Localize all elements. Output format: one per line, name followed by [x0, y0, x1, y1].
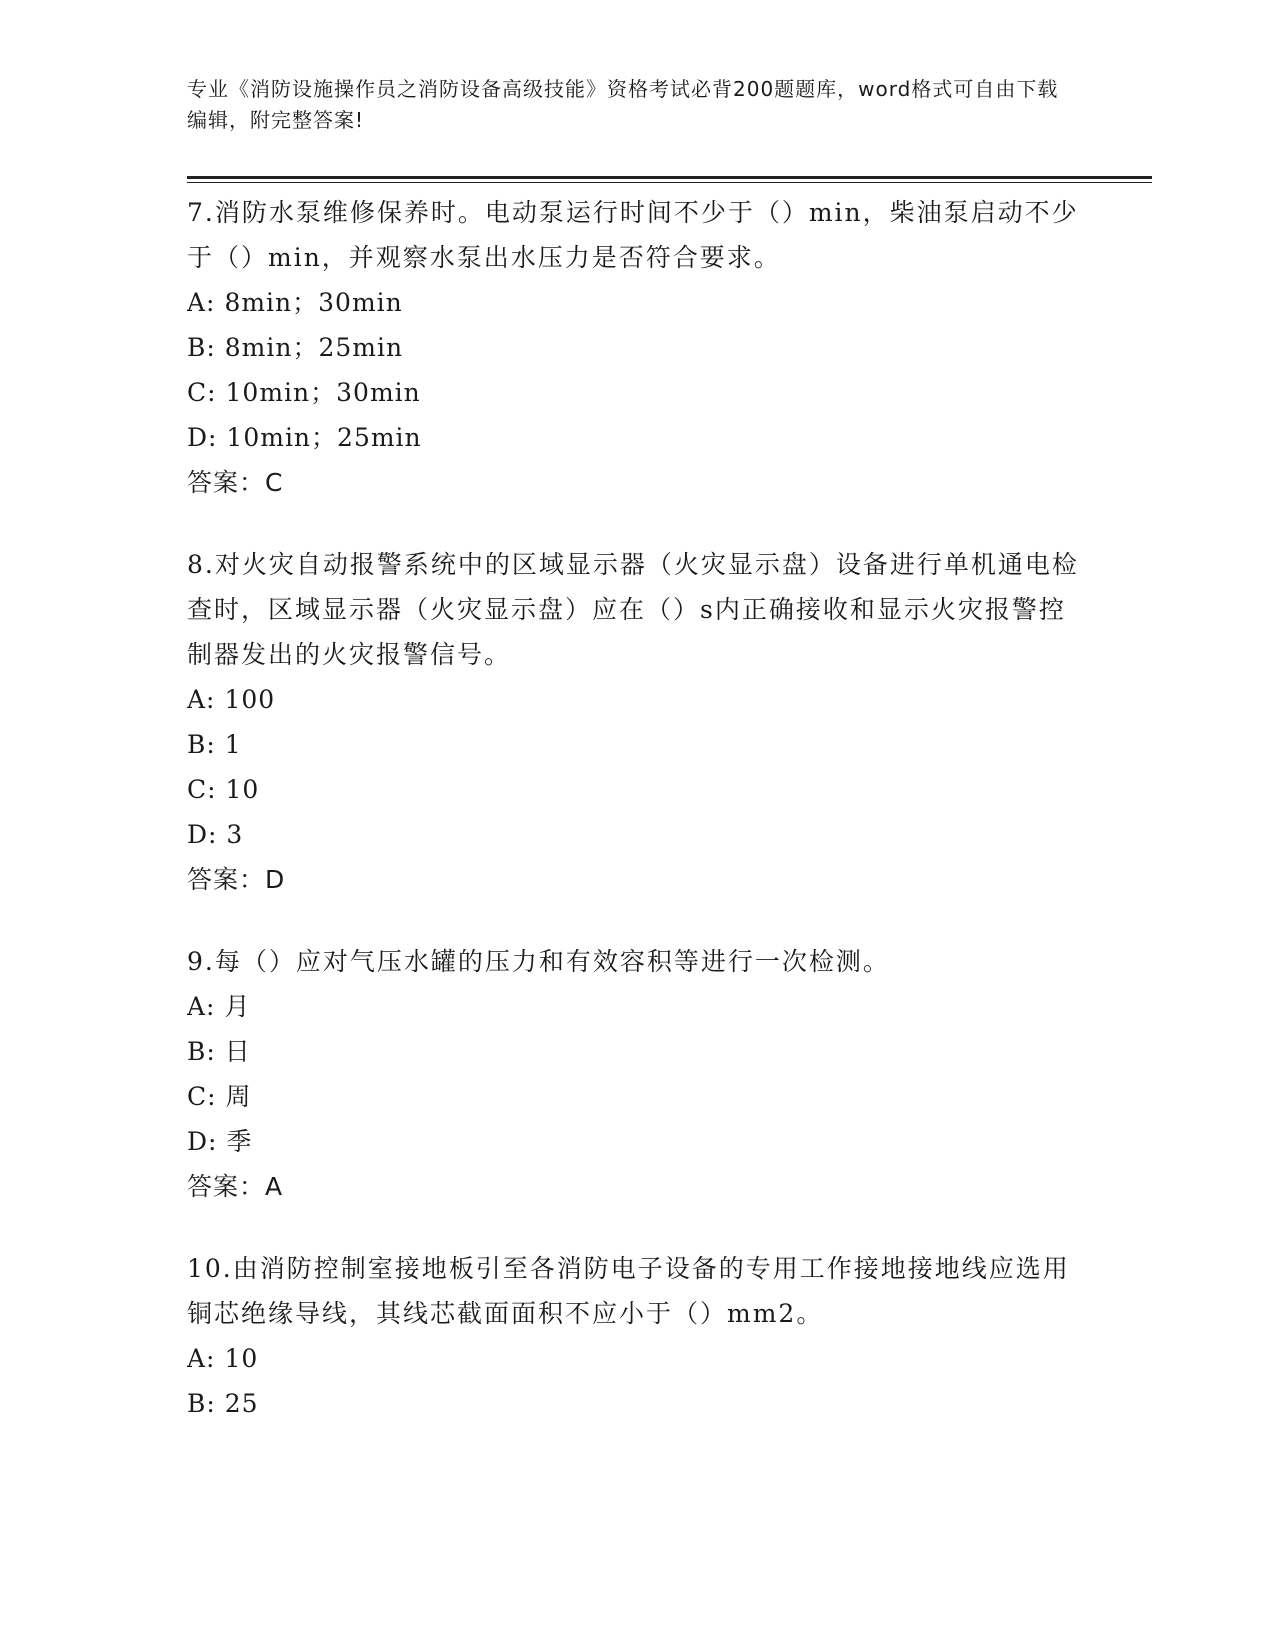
option-value: 25 [224, 1389, 259, 1418]
header-divider-thin [187, 182, 1152, 183]
question-item [187, 939, 1087, 1209]
answer-line: 答案：D [187, 865, 286, 894]
question-list [187, 190, 1087, 1463]
option-key: A: [187, 288, 216, 317]
option-key: B: [187, 730, 216, 759]
option-value: 10 [225, 775, 260, 804]
option-value: 1 [224, 730, 242, 759]
option-value: 月 [224, 992, 251, 1021]
answer-line: 答案：C [187, 468, 284, 497]
option-key: A: [187, 1344, 216, 1373]
question-text: 7.消防水泵维修保养时。电动泵运行时间不少于（）min，柴油泵启动不少于（）min，并观察水泵出水压力是否符合要求。 [187, 198, 1079, 272]
option-a [187, 677, 1087, 722]
option-key: D: [187, 820, 218, 849]
question-item [187, 1246, 1087, 1426]
option-value: 10 [224, 1344, 259, 1373]
option-key: C: [187, 1082, 217, 1111]
question-text: 10.由消防控制室接地板引至各消防电子设备的专用工作接地接地线应选用铜芯绝缘导线，其线芯截面面积不应小于（）mm2。 [187, 1254, 1070, 1328]
option-c [187, 767, 1087, 812]
option-key: A: [187, 685, 216, 714]
option-value: 周 [225, 1082, 252, 1111]
option-c [187, 370, 1087, 415]
option-value: 8min；30min [224, 288, 403, 317]
option-key: B: [187, 1389, 216, 1418]
option-value: 3 [226, 820, 244, 849]
option-key: C: [187, 378, 217, 407]
option-b [187, 325, 1087, 370]
option-b [187, 1381, 1087, 1426]
option-a [187, 984, 1087, 1029]
option-key: A: [187, 992, 216, 1021]
option-b [187, 722, 1087, 767]
option-key: C: [187, 775, 217, 804]
option-value: 8min；25min [224, 333, 404, 362]
option-d [187, 812, 1087, 857]
option-d [187, 415, 1087, 460]
option-value: 100 [224, 685, 276, 714]
option-a [187, 1336, 1087, 1381]
option-key: B: [187, 333, 216, 362]
answer-line: 答案：A [187, 1172, 284, 1201]
option-c [187, 1074, 1087, 1119]
option-key: D: [187, 1127, 218, 1156]
option-b [187, 1029, 1087, 1074]
question-text: 9.每（）应对气压水罐的压力和有效容积等进行一次检测。 [187, 947, 890, 976]
option-value: 日 [224, 1037, 251, 1066]
option-value: 季 [226, 1127, 253, 1156]
option-key: B: [187, 1037, 216, 1066]
question-text: 8.对火灾自动报警系统中的区域显示器（火灾显示盘）设备进行单机通电检查时，区域显示器（火灾显示盘）应在（）s内正确接收和显示火灾报警控制器发出的火灾报警信号。 [187, 550, 1079, 669]
option-a [187, 280, 1087, 325]
option-value: 10min；30min [225, 378, 421, 407]
document-header: 专业《消防设施操作员之消防设备高级技能》资格考试必背200题题库，word格式可自由下载编辑，附完整答案! [187, 77, 1059, 132]
option-value: 10min；25min [226, 423, 422, 452]
question-item [187, 190, 1087, 505]
header-divider-thick [187, 176, 1152, 179]
option-key: D: [187, 423, 218, 452]
option-d [187, 1119, 1087, 1164]
question-item [187, 542, 1087, 902]
